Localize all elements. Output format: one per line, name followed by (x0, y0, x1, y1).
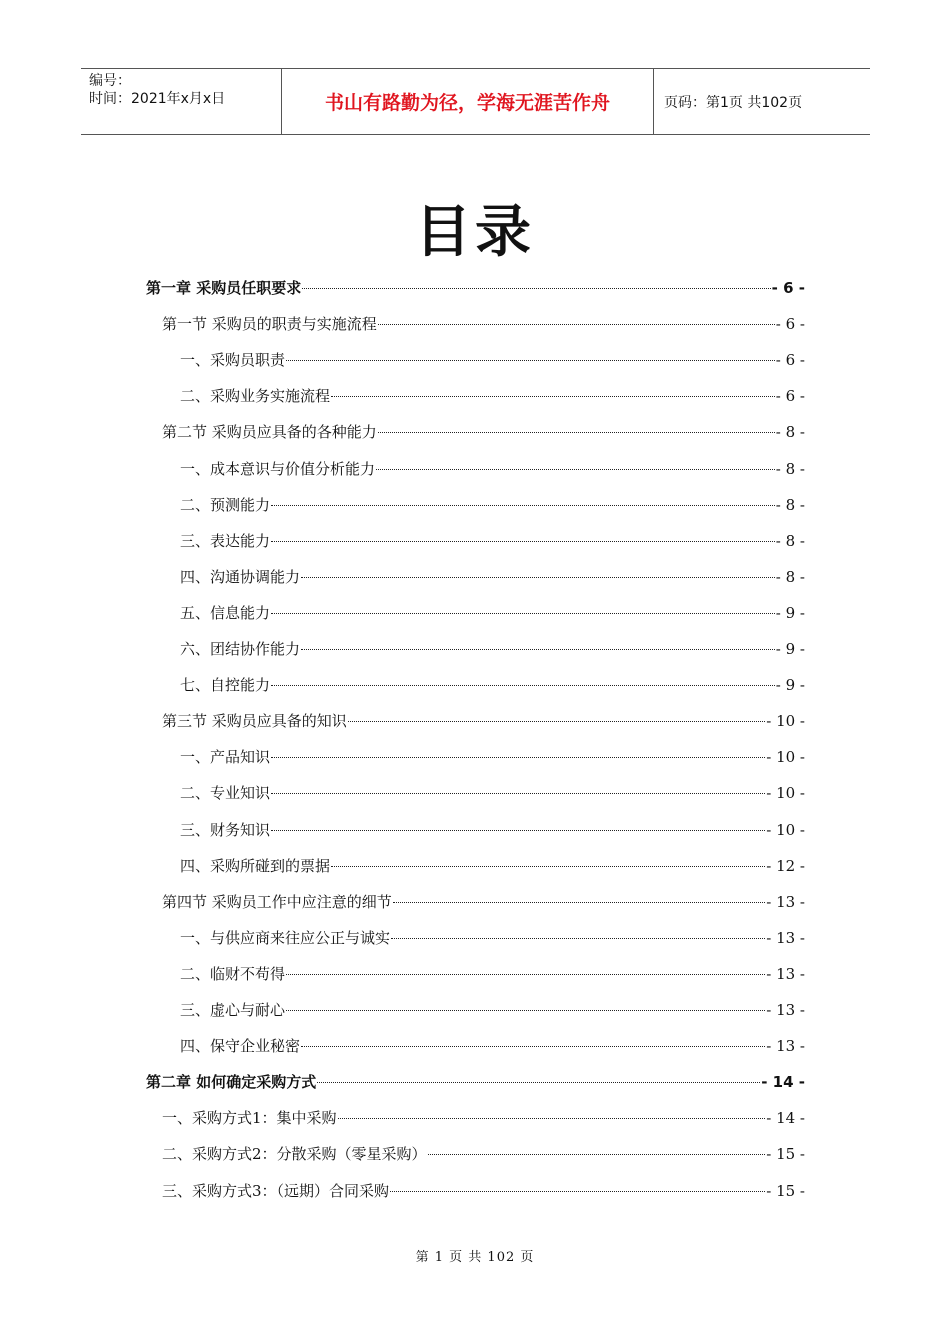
toc-entry-label: 六、团结协作能力 (180, 640, 301, 658)
toc-entry[interactable] (180, 637, 805, 661)
document-number-label: 编号： (89, 73, 131, 89)
toc-entry[interactable] (146, 1070, 805, 1094)
toc-entry[interactable] (180, 781, 805, 805)
toc-entry-label: 第二章 如何确定采购方式 (146, 1073, 317, 1092)
toc-dot-leader (390, 1190, 765, 1192)
header-left-cell (81, 69, 281, 134)
toc-entry-label: 二、采购业务实施流程 (180, 387, 331, 406)
toc-entry[interactable] (180, 601, 805, 625)
toc-dot-leader (301, 576, 775, 578)
toc-dot-leader (348, 720, 765, 722)
toc-entry[interactable] (180, 962, 805, 986)
toc-entry[interactable] (146, 276, 805, 300)
toc-entry-label: 一、成本意识与价值分析能力 (180, 459, 376, 478)
toc-entry[interactable] (162, 1106, 805, 1130)
toc-entry-label: 一、采购方式1：集中采购 (162, 1109, 337, 1128)
toc-entry-label: 三、采购方式3：（远期）合同采购 (162, 1181, 390, 1200)
toc-entry-page-number: - 14 - (766, 1109, 805, 1128)
toc-entry[interactable] (180, 565, 805, 589)
document-title: 目录 (415, 200, 535, 265)
toc-dot-leader (271, 829, 765, 831)
toc-entry-page-number: - 13 - (766, 1037, 805, 1056)
toc-entry[interactable] (162, 890, 805, 914)
toc-entry[interactable] (162, 1179, 805, 1203)
toc-entry-label: 一、采购员职责 (180, 351, 286, 370)
toc-entry-page-number: - 6 - (775, 351, 805, 370)
toc-dot-leader (286, 973, 765, 975)
toc-entry-label: 二、采购方式2：分散采购（零星采购） (162, 1145, 427, 1164)
toc-dot-leader (391, 937, 765, 939)
toc-entry-label: 第二节 采购员应具备的各种能力 (162, 423, 377, 442)
toc-entry-page-number: - 8 - (775, 567, 805, 586)
toc-entry-label: 第三节 采购员应具备的知识 (162, 712, 347, 731)
toc-entry[interactable] (162, 1142, 805, 1166)
toc-entry-label: 七、自控能力 (180, 676, 271, 695)
toc-entry-label: 二、临财不苟得 (180, 964, 286, 983)
toc-entry-page-number: - 10 - (766, 748, 805, 767)
toc-entry-page-number: - 12 - (766, 856, 805, 875)
toc-entry[interactable] (180, 926, 805, 950)
toc-dot-leader (301, 648, 775, 650)
toc-dot-leader (271, 756, 765, 758)
toc-entry-label: 三、表达能力 (180, 531, 271, 550)
toc-entry-page-number: - 8 - (775, 495, 805, 514)
toc-entry[interactable] (162, 312, 805, 336)
toc-dot-leader (271, 504, 775, 506)
toc-dot-leader (393, 901, 765, 903)
header-page-info: 页码：第1页 共102页 (664, 94, 803, 111)
toc-dot-leader (331, 865, 765, 867)
toc-entry[interactable] (180, 854, 805, 878)
toc-entry-label: 一、产品知识 (180, 748, 271, 767)
toc-entry-page-number: - 9 - (775, 603, 805, 622)
toc-entry[interactable] (180, 818, 805, 842)
toc-entry-page-number: - 9 - (775, 676, 805, 695)
toc-entry[interactable] (180, 493, 805, 517)
toc-dot-leader (271, 612, 775, 614)
toc-dot-leader (286, 1009, 765, 1011)
toc-entry[interactable] (162, 420, 805, 444)
toc-dot-leader (378, 431, 775, 433)
toc-entry-page-number: - 10 - (766, 784, 805, 803)
toc-dot-leader (271, 792, 765, 794)
toc-dot-leader (376, 468, 775, 470)
toc-entry-page-number: - 6 - (775, 315, 805, 334)
toc-entry-label: 一、与供应商来往应公正与诚实 (180, 928, 391, 947)
toc-entry-page-number: - 10 - (766, 820, 805, 839)
toc-entry-page-number: - 13 - (766, 964, 805, 983)
toc-entry-page-number: - 6 - (771, 279, 805, 297)
toc-entry-page-number: - 15 - (766, 1145, 805, 1164)
toc-entry-label: 第一节 采购员的职责与实施流程 (162, 315, 377, 334)
toc-entry-page-number: - 8 - (775, 423, 805, 442)
toc-entry-page-number: - 8 - (775, 459, 805, 478)
toc-dot-leader (301, 1045, 765, 1047)
toc-entry-page-number: - 14 - (761, 1073, 805, 1092)
toc-entry[interactable] (180, 457, 805, 481)
toc-entry-label: 四、采购所碰到的票据 (180, 856, 331, 875)
header-motto: 书山有路勤为径，学海无涯苦作舟 (281, 69, 654, 134)
toc-dot-leader (317, 1081, 760, 1083)
toc-entry[interactable] (180, 673, 805, 697)
toc-dot-leader (331, 395, 775, 397)
toc-entry-page-number: - 6 - (775, 387, 805, 406)
toc-entry-label: 四、沟通协调能力 (180, 567, 301, 586)
toc-entry-label: 三、财务知识 (180, 820, 271, 839)
toc-entry[interactable] (180, 348, 805, 372)
toc-entry[interactable] (180, 998, 805, 1022)
toc-entry-label: 第四节 采购员工作中应注意的细节 (162, 892, 392, 911)
toc-entry[interactable] (180, 1034, 805, 1058)
toc-entry-page-number: - 10 - (766, 712, 805, 731)
header-table (81, 68, 870, 135)
toc-entry-page-number: - 13 - (766, 892, 805, 911)
toc-dot-leader (271, 684, 775, 686)
toc-entry[interactable] (180, 745, 805, 769)
toc-dot-leader (302, 287, 770, 289)
page-footer: 第 1 页 共 102 页 (415, 1250, 535, 1265)
toc-dot-leader (378, 323, 775, 325)
toc-entry[interactable] (162, 709, 805, 733)
toc-dot-leader (428, 1153, 766, 1155)
toc-dot-leader (271, 540, 775, 542)
toc-entry-label: 五、信息能力 (180, 603, 271, 622)
toc-entry-label: 四、保守企业秘密 (180, 1037, 301, 1056)
toc-entry-label: 二、专业知识 (180, 784, 271, 803)
document-date: 时间：2021年x月x日 (89, 91, 226, 107)
toc-dot-leader (286, 359, 775, 361)
toc-entry-label: 三、虚心与耐心 (180, 1001, 286, 1019)
toc-entry-page-number: - 8 - (775, 531, 805, 550)
toc-entry-page-number: - 15 - (766, 1181, 805, 1200)
toc-entry-label: 第一章 采购员任职要求 (146, 279, 302, 297)
toc-entry[interactable] (180, 384, 805, 408)
toc-entry-page-number: - 13 - (766, 928, 805, 947)
toc-entry-page-number: - 9 - (775, 640, 805, 658)
toc-entry-label: 二、预测能力 (180, 495, 271, 514)
toc-dot-leader (338, 1117, 766, 1119)
toc-entry[interactable] (180, 529, 805, 553)
toc-entry-page-number: - 13 - (766, 1001, 805, 1019)
